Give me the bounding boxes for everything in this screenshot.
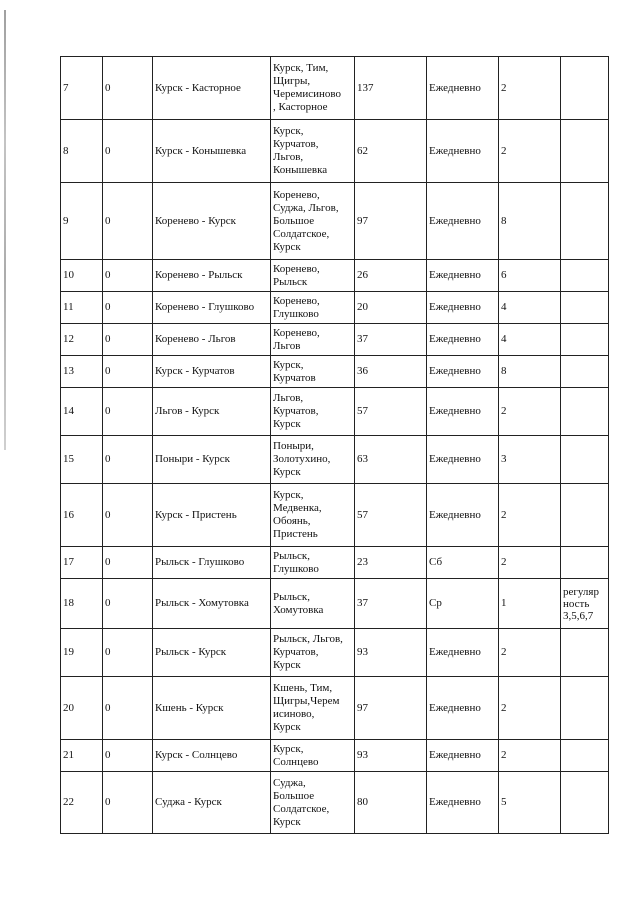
route-schedule: Ежедневно — [427, 677, 499, 740]
route-stops: Рыльск, Хомутовка — [271, 579, 355, 629]
route-length: 36 — [355, 356, 427, 388]
table-row — [61, 356, 609, 388]
table-row — [61, 579, 609, 629]
route-schedule: Ежедневно — [427, 356, 499, 388]
route-note — [561, 677, 609, 740]
route-length: 57 — [355, 388, 427, 436]
zero-cell: 0 — [103, 484, 153, 547]
route-number: 12 — [61, 324, 103, 356]
route-number: 19 — [61, 629, 103, 677]
route-name: Поныри - Курск — [153, 436, 271, 484]
route-trips: 3 — [499, 436, 561, 484]
route-note — [561, 260, 609, 292]
table-row — [61, 772, 609, 834]
zero-cell: 0 — [103, 629, 153, 677]
route-trips: 8 — [499, 183, 561, 260]
route-schedule: Ежедневно — [427, 436, 499, 484]
route-trips: 2 — [499, 677, 561, 740]
route-length: 63 — [355, 436, 427, 484]
route-number: 21 — [61, 740, 103, 772]
zero-cell: 0 — [103, 260, 153, 292]
zero-cell: 0 — [103, 120, 153, 183]
route-trips: 4 — [499, 292, 561, 324]
route-stops: Курск, Курчатов, Льгов, Конышевка — [271, 120, 355, 183]
route-number: 14 — [61, 388, 103, 436]
route-name: Курск - Пристень — [153, 484, 271, 547]
route-number: 15 — [61, 436, 103, 484]
route-name: Курск - Солнцево — [153, 740, 271, 772]
zero-cell: 0 — [103, 547, 153, 579]
route-number: 8 — [61, 120, 103, 183]
route-schedule: Ежедневно — [427, 57, 499, 120]
route-name: Курск - Конышевка — [153, 120, 271, 183]
route-number: 17 — [61, 547, 103, 579]
route-length: 26 — [355, 260, 427, 292]
route-number: 18 — [61, 579, 103, 629]
route-note — [561, 324, 609, 356]
route-schedule: Ежедневно — [427, 629, 499, 677]
route-length: 57 — [355, 484, 427, 547]
route-name: Рыльск - Курск — [153, 629, 271, 677]
route-name: Коренево - Глушково — [153, 292, 271, 324]
route-stops: Курск, Солнцево — [271, 740, 355, 772]
route-stops: Рыльск, Глушково — [271, 547, 355, 579]
route-length: 37 — [355, 324, 427, 356]
table-row — [61, 120, 609, 183]
route-schedule: Ежедневно — [427, 484, 499, 547]
route-trips: 2 — [499, 484, 561, 547]
route-name: Курск - Курчатов — [153, 356, 271, 388]
route-name: Льгов - Курск — [153, 388, 271, 436]
route-schedule: Ежедневно — [427, 772, 499, 834]
route-number: 7 — [61, 57, 103, 120]
table-row — [61, 183, 609, 260]
route-trips: 4 — [499, 324, 561, 356]
route-note — [561, 629, 609, 677]
table-row — [61, 629, 609, 677]
route-length: 97 — [355, 183, 427, 260]
zero-cell: 0 — [103, 740, 153, 772]
route-schedule: Ежедневно — [427, 292, 499, 324]
route-length: 37 — [355, 579, 427, 629]
route-name: Рыльск - Хомутовка — [153, 579, 271, 629]
zero-cell: 0 — [103, 677, 153, 740]
table-row — [61, 292, 609, 324]
route-note — [561, 436, 609, 484]
route-number: 20 — [61, 677, 103, 740]
route-length: 93 — [355, 629, 427, 677]
route-length: 62 — [355, 120, 427, 183]
route-trips: 5 — [499, 772, 561, 834]
route-trips: 2 — [499, 629, 561, 677]
route-trips: 8 — [499, 356, 561, 388]
table-row — [61, 436, 609, 484]
zero-cell: 0 — [103, 772, 153, 834]
table-row — [61, 740, 609, 772]
route-number: 16 — [61, 484, 103, 547]
route-trips: 2 — [499, 547, 561, 579]
table-row — [61, 324, 609, 356]
route-schedule: Ежедневно — [427, 260, 499, 292]
table-row — [61, 677, 609, 740]
scan-margin-line — [4, 10, 6, 450]
route-note — [561, 772, 609, 834]
route-stops: Курск, Курчатов — [271, 356, 355, 388]
route-stops: Поныри, Золотухино, Курск — [271, 436, 355, 484]
zero-cell: 0 — [103, 324, 153, 356]
table-row — [61, 547, 609, 579]
route-schedule: Ежедневно — [427, 324, 499, 356]
route-number: 10 — [61, 260, 103, 292]
route-number: 22 — [61, 772, 103, 834]
route-length: 20 — [355, 292, 427, 324]
route-schedule: Ежедневно — [427, 120, 499, 183]
zero-cell: 0 — [103, 292, 153, 324]
route-name: Кшень - Курск — [153, 677, 271, 740]
route-number: 9 — [61, 183, 103, 260]
route-stops: Кшень, Тим, Щигры,Черем исиново, Курск — [271, 677, 355, 740]
route-note — [561, 292, 609, 324]
route-stops: Льгов, Курчатов, Курск — [271, 388, 355, 436]
route-stops: Курск, Медвенка, Обоянь, Пристень — [271, 484, 355, 547]
route-name: Коренево - Рыльск — [153, 260, 271, 292]
route-trips: 2 — [499, 57, 561, 120]
table-row — [61, 388, 609, 436]
route-name: Коренево - Льгов — [153, 324, 271, 356]
route-schedule: Ежедневно — [427, 183, 499, 260]
routes-table — [60, 56, 609, 834]
route-length: 137 — [355, 57, 427, 120]
route-stops: Коренево, Глушково — [271, 292, 355, 324]
route-note — [561, 120, 609, 183]
route-trips: 2 — [499, 740, 561, 772]
route-schedule: Сб — [427, 547, 499, 579]
table-row — [61, 484, 609, 547]
route-note — [561, 740, 609, 772]
route-schedule: Ср — [427, 579, 499, 629]
route-length: 93 — [355, 740, 427, 772]
route-stops: Коренево, Рыльск — [271, 260, 355, 292]
route-note — [561, 57, 609, 120]
route-trips: 1 — [499, 579, 561, 629]
route-note — [561, 547, 609, 579]
route-note — [561, 484, 609, 547]
route-note — [561, 356, 609, 388]
route-stops: Курск, Тим, Щигры, Черемисиново , Касторное — [271, 57, 355, 120]
route-length: 23 — [355, 547, 427, 579]
route-stops: Суджа, Большое Солдатское, Курск — [271, 772, 355, 834]
route-trips: 6 — [499, 260, 561, 292]
route-stops: Коренево, Суджа, Льгов, Большое Солдатское, Курск — [271, 183, 355, 260]
zero-cell: 0 — [103, 57, 153, 120]
route-length: 97 — [355, 677, 427, 740]
route-stops: Рыльск, Льгов, Курчатов, Курск — [271, 629, 355, 677]
table-row — [61, 57, 609, 120]
route-trips: 2 — [499, 120, 561, 183]
zero-cell: 0 — [103, 356, 153, 388]
route-trips: 2 — [499, 388, 561, 436]
zero-cell: 0 — [103, 436, 153, 484]
route-name: Коренево - Курск — [153, 183, 271, 260]
table-row — [61, 260, 609, 292]
route-name: Суджа - Курск — [153, 772, 271, 834]
route-note: регуляр ность 3,5,6,7 — [561, 579, 609, 629]
zero-cell: 0 — [103, 388, 153, 436]
route-schedule: Ежедневно — [427, 740, 499, 772]
route-number: 11 — [61, 292, 103, 324]
route-length: 80 — [355, 772, 427, 834]
route-name: Рыльск - Глушково — [153, 547, 271, 579]
zero-cell: 0 — [103, 183, 153, 260]
route-note — [561, 388, 609, 436]
route-number: 13 — [61, 356, 103, 388]
route-stops: Коренево, Льгов — [271, 324, 355, 356]
route-note — [561, 183, 609, 260]
zero-cell: 0 — [103, 579, 153, 629]
route-schedule: Ежедневно — [427, 388, 499, 436]
route-name: Курск - Касторное — [153, 57, 271, 120]
